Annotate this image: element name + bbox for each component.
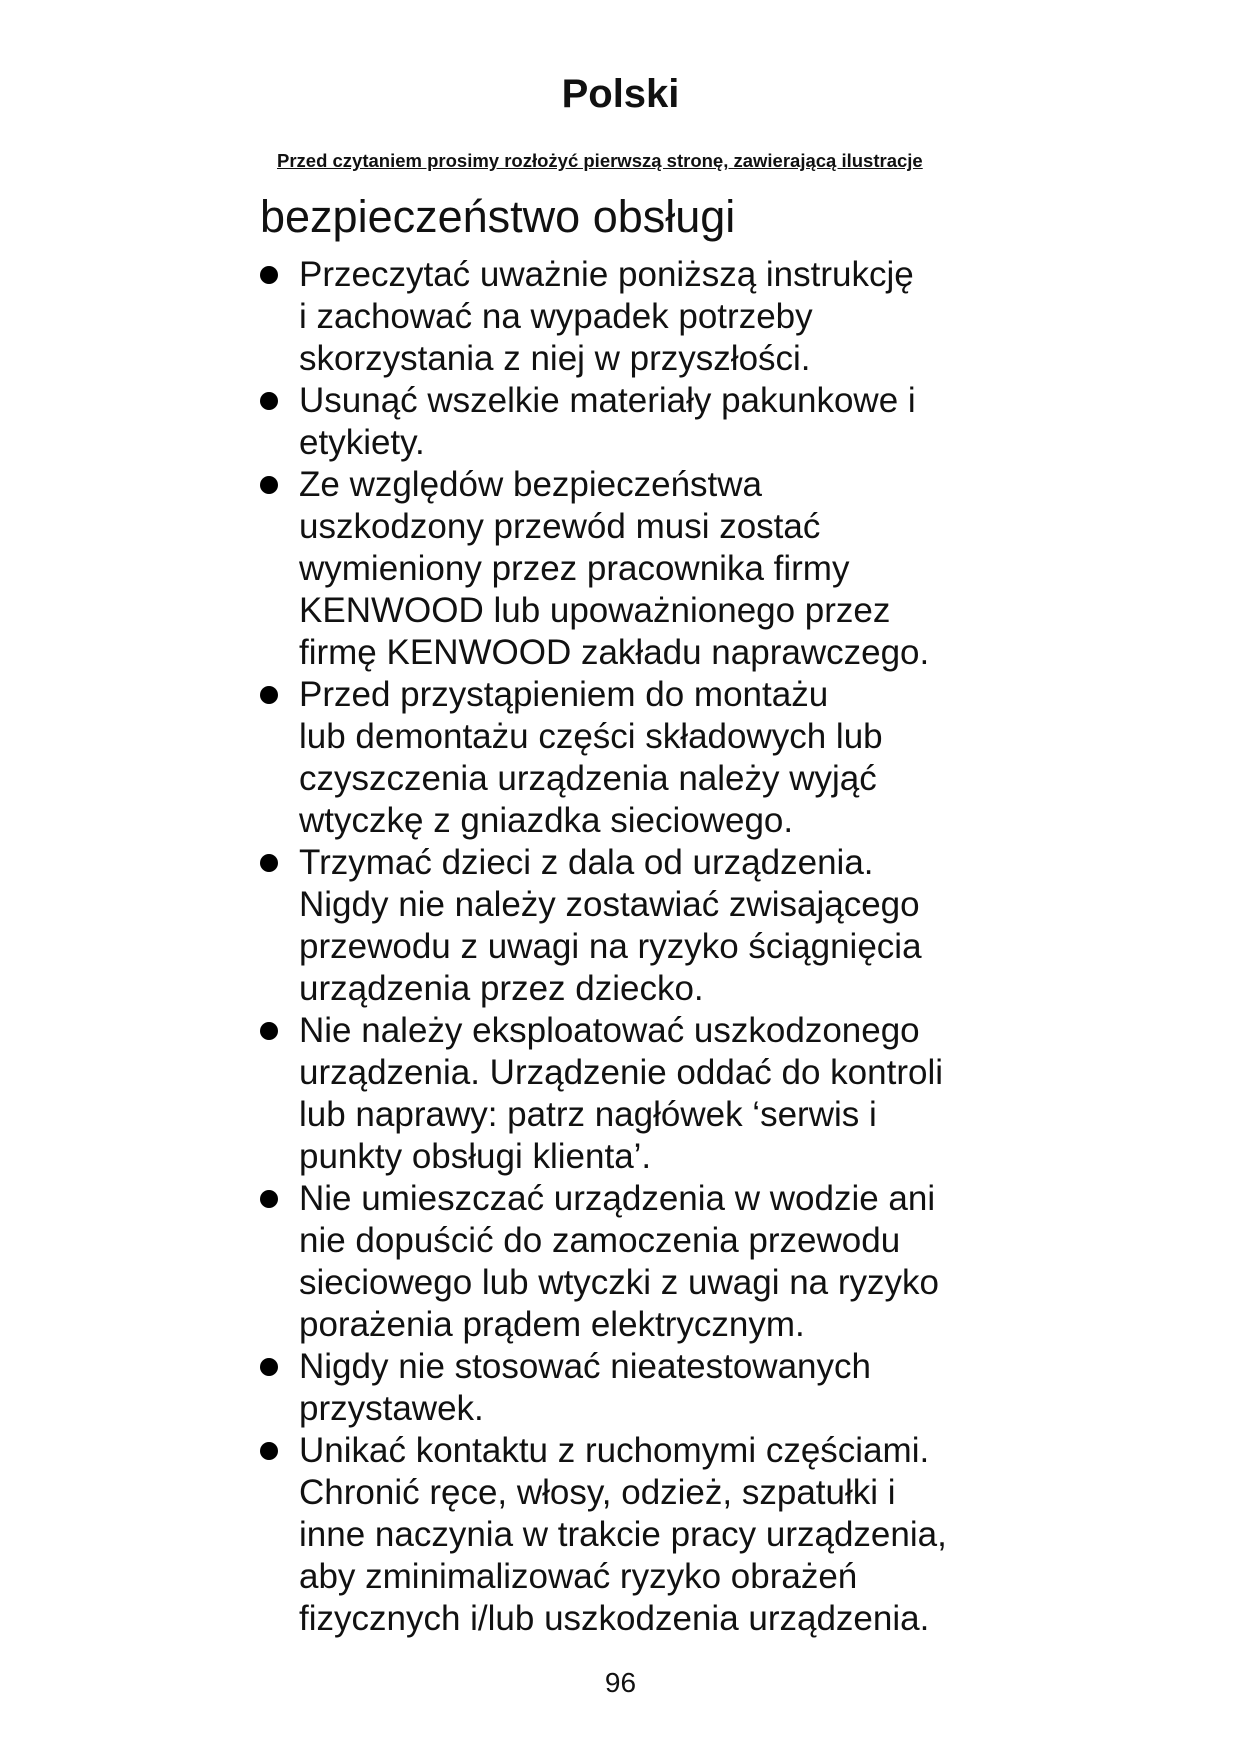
list-item [258, 1178, 1018, 1346]
list-item-line: KENWOOD lub upoważnionego przez [299, 591, 891, 630]
list-item-line: Trzymać dzieci z dala od urządzenia. [299, 843, 874, 882]
list-item [258, 674, 1018, 842]
list-item [258, 380, 1018, 464]
bullet-icon [260, 1190, 278, 1208]
list-item [258, 1010, 1018, 1178]
list-item [258, 1430, 1018, 1640]
bullet-icon [260, 392, 278, 410]
section-heading: bezpieczeństwo obsługi [260, 191, 736, 242]
list-item-line: Usunąć wszelkie materiały pakunkowe i [299, 381, 916, 420]
list-item-line: punkty obsługi klienta’. [299, 1137, 652, 1176]
list-item-line: wymieniony przez pracownika firmy [299, 549, 850, 588]
fold-out-notice: Przed czytaniem prosimy rozłożyć pierwszą stronę, zawierającą ilustracje [277, 150, 923, 171]
page-number: 96 [604, 1667, 637, 1698]
list-item-line: nie dopuścić do zamoczenia przewodu [299, 1221, 901, 1260]
list-item-line: porażenia prądem elektrycznym. [299, 1305, 805, 1344]
list-item-line: Nie umieszczać urządzenia w wodzie ani [299, 1179, 936, 1218]
list-item-line: inne naczynia w trakcie pracy urządzenia, [299, 1515, 947, 1554]
bullet-icon [260, 476, 278, 494]
list-item-line: lub demontażu części składowych lub [299, 717, 883, 756]
list-item [258, 464, 1018, 674]
list-item-line: urządzenia przez dziecko. [299, 969, 704, 1008]
list-item-line: Ze względów bezpieczeństwa [299, 465, 763, 504]
list-item-line: etykiety. [299, 423, 425, 462]
list-item [258, 254, 1018, 380]
list-item-line: czyszczenia urządzenia należy wyjąć [299, 759, 877, 798]
list-item-line: Nie należy eksploatować uszkodzonego [299, 1011, 920, 1050]
bullet-icon [260, 1022, 278, 1040]
list-item-line: przewodu z uwagi na ryzyko ściągnięcia [299, 927, 922, 966]
list-item-line: lub naprawy: patrz nagłówek ‘serwis i [299, 1095, 877, 1134]
list-item-line: sieciowego lub wtyczki z uwagi na ryzyko [299, 1263, 939, 1302]
safety-list [258, 254, 1018, 1640]
bullet-icon [260, 1358, 278, 1376]
language-title: Polski [561, 72, 680, 116]
list-item-line: urządzenia. Urządzenie oddać do kontroli [299, 1053, 943, 1092]
list-item-line: Nigdy nie należy zostawiać zwisającego [299, 885, 920, 924]
list-item-line: wtyczkę z gniazdka sieciowego. [299, 801, 794, 840]
bullet-icon [260, 266, 278, 284]
list-item-line: Przed przystąpieniem do montażu [299, 675, 829, 714]
list-item-line: Przeczytać uważnie poniższą instrukcję [299, 255, 914, 294]
bullet-icon [260, 1442, 278, 1460]
list-item-line: Chronić ręce, włosy, odzież, szpatułki i [299, 1473, 896, 1512]
list-item-line: Nigdy nie stosować nieatestowanych [299, 1347, 871, 1386]
list-item-line: Unikać kontaktu z ruchomymi częściami. [299, 1431, 930, 1470]
list-item [258, 842, 1018, 1010]
list-item-line: aby zminimalizować ryzyko obrażeń [299, 1557, 858, 1596]
list-item-line: i zachować na wypadek potrzeby [299, 297, 813, 336]
list-item [258, 1346, 1018, 1430]
list-item-line: firmę KENWOOD zakładu naprawczego. [299, 633, 930, 672]
bullet-icon [260, 854, 278, 872]
list-item-line: fizycznych i/lub uszkodzenia urządzenia. [299, 1599, 930, 1638]
list-item-line: skorzystania z niej w przyszłości. [299, 339, 811, 378]
list-item-line: przystawek. [299, 1389, 484, 1428]
list-item-line: uszkodzony przewód musi zostać [299, 507, 821, 546]
bullet-icon [260, 686, 278, 704]
